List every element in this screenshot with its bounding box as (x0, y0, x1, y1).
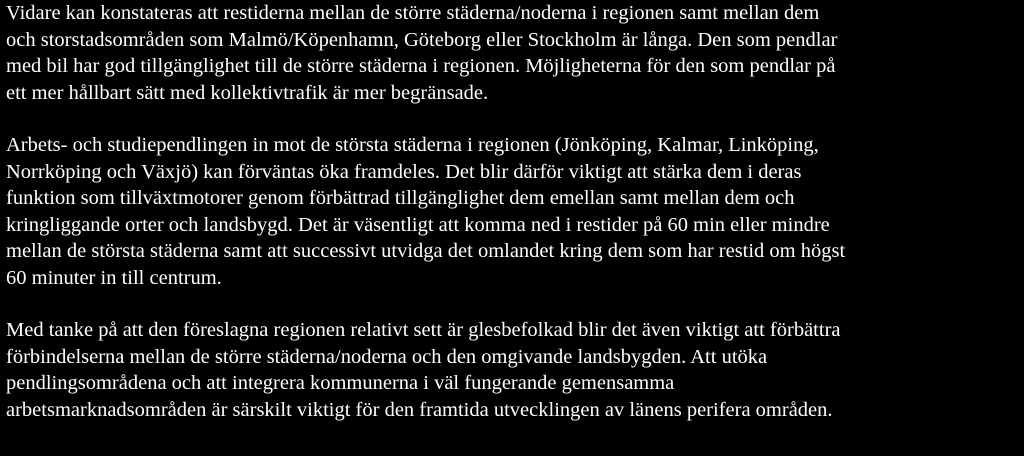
paragraph-1 (6, 0, 1022, 106)
document-body (6, 0, 1022, 423)
text-line: Norrköping och Växjö) kan förväntas öka framdeles. Det blir därför viktigt att stärka dem i deras (6, 160, 802, 183)
text-line: med bil har god tillgänglighet till de större städerna i regionen. Möjligheterna för den som pendlar på (6, 55, 836, 77)
text-line: mellan de största städerna samt att successivt utvidga det omlandet kring dem som har restid om högst (6, 240, 846, 262)
text-line: Arbets- och studiependlingen in mot de största städerna i regionen (Jönköping, Kalmar, Linköping, (6, 134, 819, 156)
text-line: och storstadsområden som Malmö/Köpenhamn, Göteborg eller Stockholm är långa. Den som pendlar (6, 28, 838, 51)
text-line: funktion som tillväxtmotorer genom förbättrad tillgänglighet dem emellan samt mellan dem och (6, 187, 795, 209)
paragraph-3 (6, 317, 1022, 423)
text-line: arbetsmarknadsområden är särskilt viktigt för den framtida utvecklingen av länens perifera områden. (6, 398, 833, 421)
text-line: 60 minuter in till centrum. (6, 266, 222, 289)
text-line: pendlingsområdena och att integrera kommunerna i väl fungerande gemensamma (6, 372, 675, 394)
text-line: Vidare kan konstateras att restiderna mellan de större städerna/noderna i regionen samt mellan dem (6, 2, 820, 24)
text-line: Med tanke på att den föreslagna regionen relativt sett är glesbefolkad blir det även viktigt att förbättra (6, 319, 841, 341)
text-line: ett mer hållbart sätt med kollektivtrafik är mer begränsade. (6, 81, 489, 104)
text-line: förbindelserna mellan de större städerna/noderna och den omgivande landsbygden. Att utöka (6, 345, 768, 368)
text-line: kringliggande orter och landsbygd. Det är väsentligt att komma ned i restider på 60 min eller mindre (6, 213, 830, 236)
paragraph-2 (6, 132, 1022, 291)
